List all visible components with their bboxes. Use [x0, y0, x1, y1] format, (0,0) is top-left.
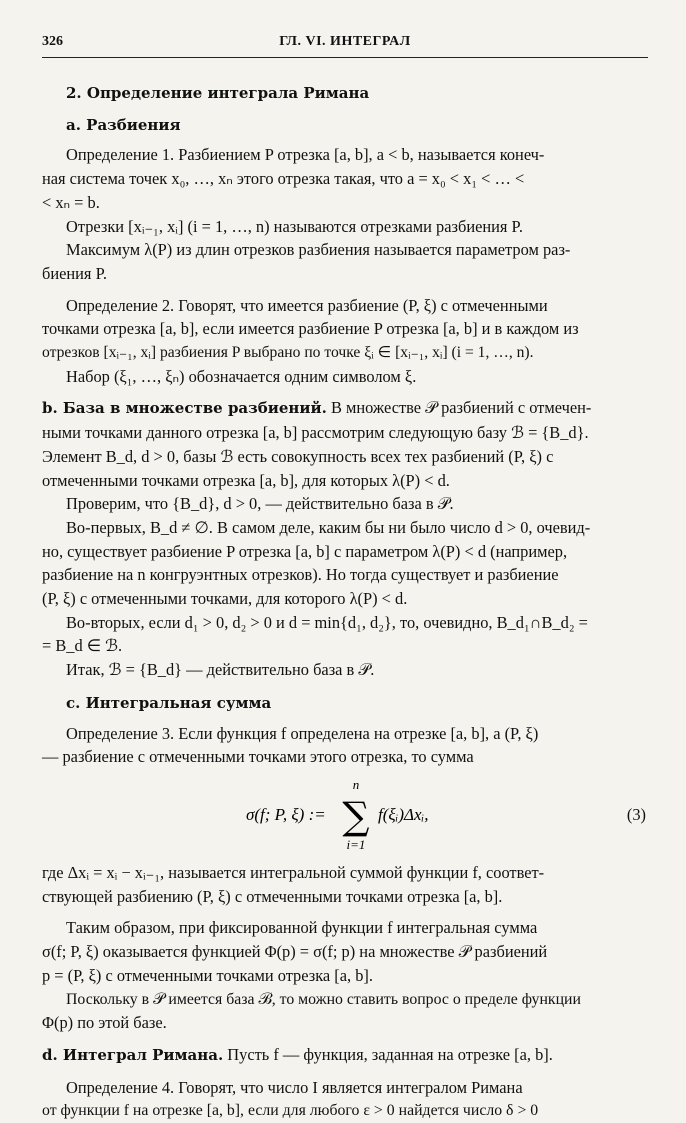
formula-lhs: σ(f; P, ξ) :=	[246, 804, 326, 824]
base-line-4: отмеченными точками отрезка [a, b], для которых λ(P) < d.	[42, 470, 450, 490]
header-rule	[42, 57, 648, 58]
def2-line-3: отрезков [xᵢ₋₁, xᵢ] разбиения P выбрано по точке ξᵢ ∈ [xᵢ₋₁, xᵢ] (i = 1, …, n).	[42, 344, 534, 362]
def3-line-2: — разбиение с отмеченными точками этого отрезка, то сумма	[42, 747, 474, 767]
thus-line-2: σ(f; P, ξ) оказывается функцией Φ(p) = σ(f; p) на множестве 𝒫 разбиений	[42, 942, 548, 962]
set-line: Набор (ξ₁, …, ξₙ) обозначается одним символом ξ.	[66, 366, 417, 386]
def4-line-2: от функции f на отрезке [a, b], если для любого ε > 0 найдется число δ > 0	[42, 1102, 539, 1120]
formula-summand: f(ξᵢ)Δxᵢ,	[378, 804, 429, 824]
running-header	[42, 34, 648, 56]
subsection-b-text: В множестве 𝒫 разбиений с отмечен-	[326, 398, 592, 418]
second-line-1: Во-вторых, если d₁ > 0, d₂ > 0 и d = min{d₁, d₂}, то, очевидно, B_d₁∩B_d₂ =	[66, 612, 588, 632]
def2-line-2: точками отрезка [a, b], если имеется разбиение P отрезка [a, b] и в каждом из	[42, 319, 579, 339]
subsection-a-title: a. Разбиения	[66, 115, 181, 134]
subsection-b-title: b. База в множестве разбиений.	[42, 399, 327, 418]
first-line-2: но, существует разбиение P отрезка [a, b] с параметром λ(P) < d (например,	[42, 541, 568, 561]
thus-line-3: p = (P, ξ) с отмеченными точками отрезка [a, b].	[42, 965, 373, 985]
section-title: 2. Определение интеграла Римана	[66, 84, 370, 102]
page-body	[42, 80, 646, 1123]
subsection-d-line	[42, 1043, 646, 1068]
second-line-2: = B_d ∈ ℬ.	[42, 636, 123, 656]
check-line: Проверим, что {B_d}, d > 0, — действительно база в 𝒫.	[66, 494, 454, 514]
base-line-2: ными точками данного отрезка [a, b] рассмотрим следующую базу ℬ = {B_d}.	[42, 423, 589, 443]
sum-symbol: ∑	[342, 793, 370, 838]
def2-line-1: Определение 2. Говорят, что имеется разбиение (P, ξ) с отмеченными	[66, 295, 548, 315]
segments-line: Отрезки [xᵢ₋₁, xᵢ] (i = 1, …, n) называются отрезками разбиения P.	[66, 216, 523, 236]
conclusion-line: Итак, ℬ = {B_d} — действительно база в 𝒫.	[66, 660, 375, 680]
since-line-1: Поскольку в 𝒫 имеется база ℬ, то можно ставить вопрос о пределе функции	[66, 990, 581, 1008]
formula-svg	[66, 773, 670, 857]
def4-line-1: Определение 4. Говорят, что число I является интегралом Римана	[66, 1077, 523, 1097]
running-title: ГЛ. VI. ИНТЕГРАЛ	[279, 34, 411, 49]
def3-line-1: Определение 3. Если функция f определена на отрезке [a, b], а (P, ξ)	[66, 723, 539, 743]
page-number: 326	[42, 34, 63, 49]
formula-sum-top: n	[352, 776, 360, 792]
first-line-3: разбиение на n конгруэнтных отрезков). Но тогда существует и разбиение	[42, 565, 559, 585]
first-line-4: (P, ξ) с отмеченными точками, для которого λ(P) < d.	[42, 589, 408, 609]
max-line-1: Максимум λ(P) из длин отрезков разбиения называется параметром раз-	[66, 240, 571, 260]
subsection-b-line-1	[42, 396, 646, 421]
base-line-3: Элемент B_d, d > 0, базы ℬ есть совокупность всех тех разбиений (P, ξ) с	[42, 446, 554, 466]
subsection-d-text: Пусть f — функция, заданная на отрезке [a, b].	[223, 1044, 553, 1064]
thus-line-1: Таким образом, при фиксированной функции f интегральная сумма	[66, 918, 538, 938]
since-line-2: Φ(p) по этой базе.	[42, 1013, 167, 1033]
max-line-2: биения P.	[42, 263, 107, 283]
subsection-d-title: d. Интеграл Римана.	[42, 1045, 224, 1064]
def1-line-1: Определение 1. Разбиением P отрезка [a, b], a < b, называется конеч-	[66, 145, 545, 165]
def1-line-2: ная система точек x₀, …, xₙ этого отрезка такая, что a = x₀ < x₁ < … <	[42, 169, 525, 189]
after-formula-line-1: где Δxᵢ = xᵢ − xᵢ₋₁, называется интегральной суммой функции f, соответ-	[42, 862, 545, 882]
formula-3	[66, 773, 646, 857]
first-line-1: Во-первых, B_d ≠ ∅. В самом деле, каким бы ни было число d > 0, очевид-	[66, 517, 591, 537]
formula-sum-bottom: i=1	[346, 836, 366, 852]
subsection-c-title: c. Интегральная сумма	[66, 693, 272, 712]
after-formula-line-2: ствующей разбиению (P, ξ) с отмеченными точками отрезка [a, b].	[42, 886, 503, 906]
formula-number: (3)	[626, 804, 646, 824]
def1-line-3: < xₙ = b.	[42, 192, 100, 212]
